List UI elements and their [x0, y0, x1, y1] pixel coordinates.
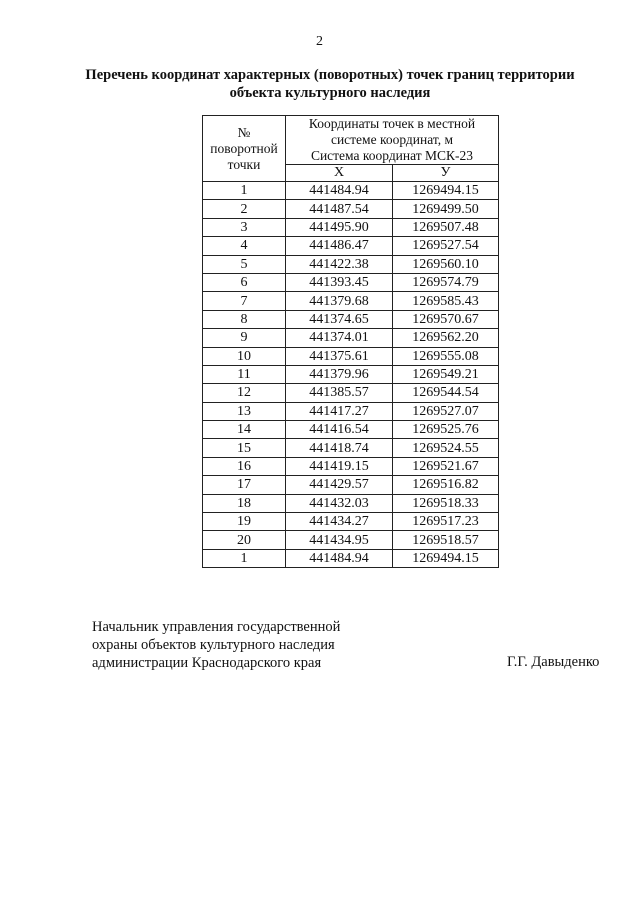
table-row	[203, 421, 499, 439]
table-row	[203, 531, 499, 549]
table-row	[203, 292, 499, 310]
x-coordinate-cell: 441484.94	[286, 549, 393, 567]
header-point-number-line-2: поворотной	[210, 140, 278, 156]
point-number-cell: 10	[203, 347, 286, 365]
header-point-number	[203, 116, 286, 182]
point-number-cell: 18	[203, 494, 286, 512]
header-y: У	[393, 165, 499, 182]
y-coordinate-cell: 1269518.57	[393, 531, 499, 549]
table-row	[203, 402, 499, 420]
signature-line-2: охраны объектов культурного наследия	[92, 637, 335, 653]
header-point-number-line-1: №	[237, 124, 251, 140]
x-coordinate-cell: 441393.45	[286, 273, 393, 291]
point-number-cell: 11	[203, 365, 286, 383]
table-row	[203, 476, 499, 494]
signer-name: Г.Г. Давыденко	[507, 654, 600, 670]
y-coordinate-cell: 1269527.54	[393, 237, 499, 255]
x-coordinate-cell: 441418.74	[286, 439, 393, 457]
header-coordinates-line-3: Система координат МСК-23	[310, 148, 474, 163]
y-coordinate-cell: 1269549.21	[393, 365, 499, 383]
y-coordinate-cell: 1269574.79	[393, 273, 499, 291]
point-number-cell: 8	[203, 310, 286, 328]
title-line-2: объекта культурного наследия	[229, 85, 431, 101]
table-row	[203, 200, 499, 218]
x-coordinate-cell: 441374.65	[286, 310, 393, 328]
table-row	[203, 513, 499, 531]
y-coordinate-cell: 1269517.23	[393, 513, 499, 531]
header-coordinates	[286, 116, 499, 165]
x-coordinate-cell: 441417.27	[286, 402, 393, 420]
point-number-cell: 4	[203, 237, 286, 255]
table-row	[203, 273, 499, 291]
x-coordinate-cell: 441375.61	[286, 347, 393, 365]
point-number-cell: 3	[203, 218, 286, 236]
y-coordinate-cell: 1269507.48	[393, 218, 499, 236]
y-coordinate-cell: 1269494.15	[393, 182, 499, 200]
header-point-number-line-3: точки	[227, 156, 261, 172]
table-row	[203, 237, 499, 255]
header-coordinates-line-2: системе координат, м	[330, 132, 454, 147]
coordinates-table	[202, 115, 499, 568]
x-coordinate-cell: 441419.15	[286, 457, 393, 475]
y-coordinate-cell: 1269499.50	[393, 200, 499, 218]
table-row	[203, 457, 499, 475]
x-coordinate-cell: 441379.96	[286, 365, 393, 383]
point-number-cell: 16	[203, 457, 286, 475]
table-row	[203, 494, 499, 512]
point-number-cell: 5	[203, 255, 286, 273]
x-coordinate-cell: 441434.95	[286, 531, 393, 549]
x-coordinate-cell: 441434.27	[286, 513, 393, 531]
x-coordinate-cell: 441487.54	[286, 200, 393, 218]
header-coordinates-line-1: Координаты точек в местной	[308, 116, 476, 131]
y-coordinate-cell: 1269518.33	[393, 494, 499, 512]
signature-line-3: администрации Краснодарского края	[92, 655, 322, 671]
table-row	[203, 384, 499, 402]
point-number-cell: 1	[203, 182, 286, 200]
table-row	[203, 549, 499, 567]
table-row	[203, 347, 499, 365]
x-coordinate-cell: 441374.01	[286, 329, 393, 347]
x-coordinate-cell: 441385.57	[286, 384, 393, 402]
table-row	[203, 439, 499, 457]
point-number-cell: 15	[203, 439, 286, 457]
point-number-cell: 12	[203, 384, 286, 402]
point-number-cell: 14	[203, 421, 286, 439]
x-coordinate-cell: 441379.68	[286, 292, 393, 310]
table-row	[203, 218, 499, 236]
y-coordinate-cell: 1269494.15	[393, 549, 499, 567]
point-number-cell: 9	[203, 329, 286, 347]
signature-block	[92, 618, 340, 672]
x-coordinate-cell: 441495.90	[286, 218, 393, 236]
y-coordinate-cell: 1269562.20	[393, 329, 499, 347]
point-number-cell: 13	[203, 402, 286, 420]
y-coordinate-cell: 1269560.10	[393, 255, 499, 273]
y-coordinate-cell: 1269527.07	[393, 402, 499, 420]
table-row	[203, 329, 499, 347]
x-coordinate-cell: 441432.03	[286, 494, 393, 512]
page-number: 2	[316, 34, 323, 49]
header-x: X	[286, 165, 393, 182]
y-coordinate-cell: 1269544.54	[393, 384, 499, 402]
point-number-cell: 17	[203, 476, 286, 494]
x-coordinate-cell: 441422.38	[286, 255, 393, 273]
point-number-cell: 20	[203, 531, 286, 549]
point-number-cell: 19	[203, 513, 286, 531]
title-line-1: Перечень координат характерных (поворотных) точек границ территории	[85, 67, 575, 83]
point-number-cell: 6	[203, 273, 286, 291]
point-number-cell: 2	[203, 200, 286, 218]
y-coordinate-cell: 1269585.43	[393, 292, 499, 310]
table-row	[203, 310, 499, 328]
x-coordinate-cell: 441429.57	[286, 476, 393, 494]
y-coordinate-cell: 1269525.76	[393, 421, 499, 439]
y-coordinate-cell: 1269555.08	[393, 347, 499, 365]
signature-line-1: Начальник управления государственной	[92, 619, 341, 635]
y-coordinate-cell: 1269521.67	[393, 457, 499, 475]
y-coordinate-cell: 1269524.55	[393, 439, 499, 457]
point-number-cell: 1	[203, 549, 286, 567]
table-row	[203, 182, 499, 200]
table-row	[203, 365, 499, 383]
table-row	[203, 255, 499, 273]
point-number-cell: 7	[203, 292, 286, 310]
document-title	[40, 66, 620, 102]
x-coordinate-cell: 441484.94	[286, 182, 393, 200]
y-coordinate-cell: 1269516.82	[393, 476, 499, 494]
y-coordinate-cell: 1269570.67	[393, 310, 499, 328]
x-coordinate-cell: 441486.47	[286, 237, 393, 255]
x-coordinate-cell: 441416.54	[286, 421, 393, 439]
